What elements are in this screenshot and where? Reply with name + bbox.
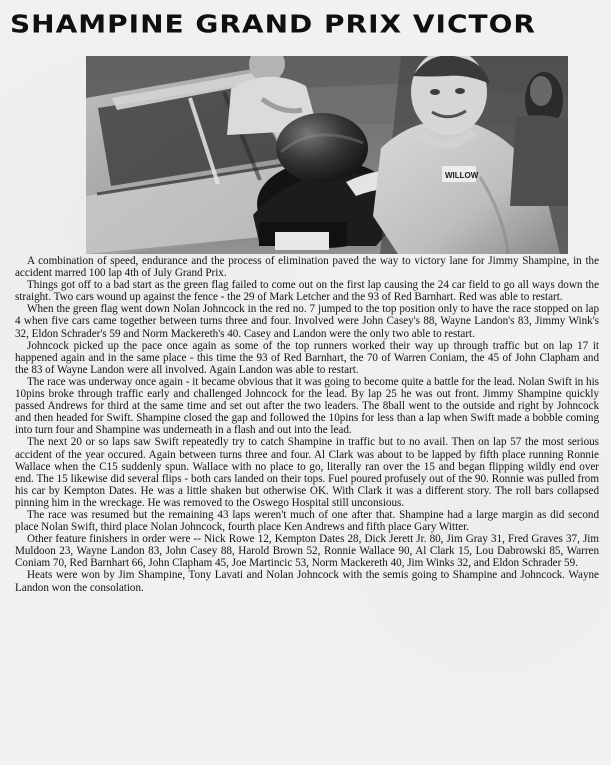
article-headline: SHAMPINE GRAND PRIX VICTOR bbox=[10, 8, 536, 39]
article-body bbox=[15, 255, 599, 755]
article-paragraph: Johncock picked up the pace once again as some of the top runners worked their way up through traffic but on lap 17 it happened again and in the same place - this time the 93 of Red Barnhart, the 70 of Warren Coniam, the 45 of John Clapham and the 83 of Wayne Landon were all involved. Again Landon was able to restart. bbox=[15, 339, 599, 376]
suit-patch-text: WILLOW bbox=[445, 171, 479, 180]
article-paragraph: Heats were won by Jim Shampine, Tony Lavati and Nolan Johncock with the semis going to Shampine and Johncock. Wayne Landon won the consolation. bbox=[15, 569, 599, 594]
race-photo-illustration bbox=[86, 56, 568, 254]
article-paragraph: The race was underway once again - it became obvious that it was going to become quite a battle for the lead. Nolan Swift in his 10pins broke through traffic early and challenged Johncock for the lead. By lap 25 he was out front. Jimmy Shampine quickly passed Andrews for third at the same time and set out after the two leaders. The 8ball went to the outside and right by Johncock and then headed for Swift. Shampine closed the gap and followed the 10pins for less than a lap when Swift made a bobble coming into turn four and Shampine was underneath in a flash and out into the lead. bbox=[15, 375, 599, 437]
article-paragraph: Things got off to a bad start as the green flag failed to come out on the first lap causing the 24 car field to go all ways down the straight. Two cars wound up against the fence - the 29 of Mark Letcher and the 93 of Red Barnhart. Red was able to restart. bbox=[15, 279, 599, 304]
article-paragraph: A combination of speed, endurance and the process of elimination paved the way to victory lane for Jimmy Shampine, in the accident marred 100 lap 4th of July Grand Prix. bbox=[15, 255, 599, 280]
article-paragraph: The next 20 or so laps saw Swift repeatedly try to catch Shampine in traffic but to no avail. Then on lap 57 the most serious accident of the year occured. Again between turns three and four. Al Clark was about to be lapped by fifth place running Ronnie Wallace when the C15 suddenly spun. Wallace with no place to go, literally ran over the 15 and began flipping wildly end over end. The 15 likewise did several flips - both cars landed on their tops. Fuel poured profusely out of the 90. Ronnie was pulled from his car by Kempton Dates. He was a little shaken but otherwise OK. With Clark it was a different story. The roll bars collapsed pinning him in the wreckage. He was removed to the Oswego Hospital still unconsious. bbox=[15, 436, 599, 509]
article-paragraph: The race was resumed but the remaining 43 laps weren't much of one after that. Shampine had a large margin as did second place Nolan Swift, third place Nolan Johncock, fourth place Ken Andrews and fifth place Gary Witter. bbox=[15, 508, 599, 534]
race-photo bbox=[86, 56, 568, 254]
article-paragraph: Other feature finishers in order were -- Nick Rowe 12, Kempton Dates 28, Dick Jerett Jr. 80, Jim Gray 31, Fred Graves 37, Jim Muldoon 23, Wayne Landon 83, John Casey 88, Harold Brown 52, Ronnie Wallace 90, Al Clark 15, Lou Dabrowski 85, Warren Coniam 70, Red Barnhart 66, John Clapham 45, Joe Martincic 53, Norm Mackereth 40, Jim Winks 32, and Eldon Schrader 59. bbox=[15, 533, 599, 570]
article-paragraph: When the green flag went down Nolan Johncock in the red no. 7 jumped to the top position only to have the race stopped on lap 4 when five cars came together between turns three and four. Involved were John Casey's 88, Wayne Landon's 83, Jimmy Wink's 32, Eldon Schrader's 59 and Norm Mackereth's 40. Casey and Landon were the only two able to restart. bbox=[15, 303, 599, 340]
